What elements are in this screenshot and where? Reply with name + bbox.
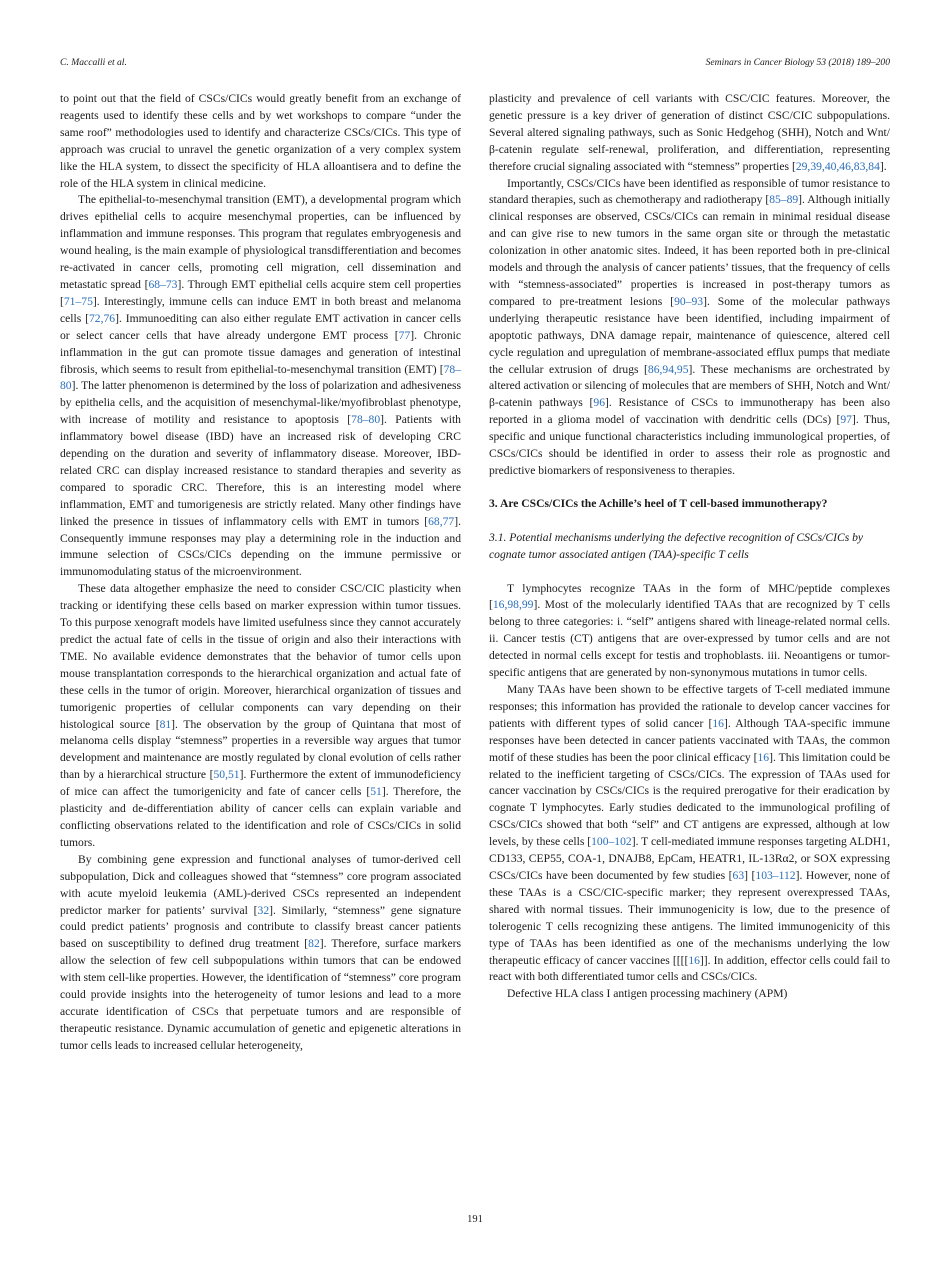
section-3-title: 3. Are CSCs/CICs the Achille’s heel of T cell-based immunotherapy? [489, 496, 828, 510]
citation-link[interactable]: 85–89 [769, 193, 799, 207]
paragraph: Many TAAs have been shown to be effective targets of T-cell mediated immune responses; this information has provided the rationale to develop cancer vaccines for patients with different types of solid cancer [16]. Although TAA-specific immune responses have been detected in cancer patients vaccinated with TAAs, the common motif of these studies has been the poor clinical efficacy [16]. This limitation could be related to the inefficient targeting of CSCs/CICs. The expression of TAAs used for cancer vaccination by CSCs/CICs is the required prerogative for their eradication by cognate T lymphocytes. Early studies dedicated to the immunological profiling of CSCs/CICs showed that both “self” and CT antigens are expressed, although at low levels, by these cells [100–102]. T cell-mediated immune responses targeting ALDH1, CD133, CEP55, COA-1, DNAJB8, EpCam, HEATR1, IL-13Rα2, or SOX expressing CSCs/CICs have been documented by few studies [63] [103–112]. However, none of these TAAs is a CSC/CIC-specific marker; they represent overexpressed TAAs, shared with normal tissues. Their immunogenicity is low, due to the presence of tolerogenic T cells recognizing these antigens. The limited immunogenicity of this type of TAAs has been identified as one of the mechanisms underlying the low therapeutic efficacy of cancer vaccines [[[[16]]. In addition, effector cells could fail to react with both differentiated tumor cells and CSCs/CICs. [489, 683, 890, 984]
citation-link[interactable]: 103–112 [755, 868, 796, 882]
citation-link[interactable]: 81 [159, 717, 172, 731]
citation-link[interactable]: 90–93 [674, 294, 704, 308]
citation-link[interactable]: 72,76 [89, 311, 116, 325]
paragraph: The epithelial-to-mesenchymal transition (EMT), a developmental program which drives epithelial cells to acquire mesenchymal properties, can be influenced by inflammation and immune responses. This program that regulates embryogenesis and wound healing, is the main example of physiological transdifferentiation and becomes re-activated in cancer cells, promoting cell migration, cell dissemination and metastatic spread [68–73]. Through EMT epithelial cells acquire stem cell properties [71–75]. Interestingly, immune cells can induce EMT in both breast and melanoma cells [72,76]. Immunoediting can also either regulate EMT activation in cancer cells or select cancer cells that have already undergone EMT process [77]. Chronic inflammation in the gut can promote tissue damages and generation of intestinal fibrosis, which seems to result from epithelial-to-mesenchymal transition (EMT) [78–80]. The latter phenomenon is determined by the loss of polarization and adhesiveness by epithelia cells, and the acquisition of mesenchymal-like/myofibroblast phenotype, with increase of motility and resistance to apoptosis [78–80]. Patients with inflammatory bowel disease (IBD) have an increased risk of developing CRC depending on the duration and severity of inflammatory disease. Moreover, IBD-related CRC can display increased resistance to standard therapies and severity as compared to sporadic CRC. Therefore, this is an interesting model where inflammation, EMT and tumorigenesis are strictly related. Many other findings have linked the presence in tissues of inflammatory cells with EMT in tumors [68,77]. Consequently immune responses may play a determining role in the induction and immune selection of CSCs/CICs depending on the immune permissive or immunomodulating status of the microenvironment. [60, 193, 461, 579]
citation-link[interactable]: 63 [732, 868, 745, 882]
citation-link[interactable]: 86,94,95 [647, 362, 689, 376]
left-column [60, 91, 461, 1055]
right-column-intro [489, 91, 890, 480]
citation-link[interactable]: 68,77 [428, 514, 455, 528]
paragraph: T lymphocytes recognize TAAs in the form of MHC/peptide complexes [16,98,99]. Most of the molecularly identified TAAs that are recognized by T cells belong to three categories: i. “self” antigens shared with lineage-related normal cells. ii. Cancer testis (CT) antigens that are over-expressed by tumor cells and are not detected in normal cells except for testis and trophoblasts. iii. Neoantigens or tumor-specific antigens that are generated by non-synonymous mutations in tumor cells. [489, 581, 890, 680]
citation-link[interactable]: 68–73 [148, 277, 178, 291]
citation-link[interactable]: 82 [308, 937, 320, 951]
paragraph: Defective HLA class I antigen processing machinery (APM) [507, 987, 788, 1001]
paragraph: By combining gene expression and functional analyses of tumor-derived cell subpopulation, Dick and colleagues showed that “stemness” core program associated with acute myeloid leukemia (AML)-derived CSCs represented an independent predictor marker for patients’ survival [32]. Similarly, “stemness” gene signature could predict patients’ prognosis and contribute to classify breast cancer patients based on susceptibility to defined drug treatment [82]. Therefore, surface markers allow the selection of few cell subpopulations within tumors that can be endowed with stem cell-like properties. However, the identification of “stemness” core program could provide insights into the heterogeneity of tumor lesions and lead to a more accurate identification of CSCs that perpetuate tumors and are responsible of therapeutic resistance. Dynamic accumulation of genetic and epigenetic alterations in tumor cells leads to increased cellular heterogeneity, [60, 852, 461, 1052]
header-authors: C. Maccalli et al. [60, 57, 127, 68]
citation-link[interactable]: 78–80 [60, 362, 461, 393]
citation-link[interactable]: 29,39,40,46,83,84 [795, 159, 880, 173]
citation-link[interactable]: 71–75 [63, 294, 93, 308]
citation-link[interactable]: 96 [593, 396, 606, 410]
right-column-body [489, 581, 890, 1004]
citation-link[interactable]: 51 [370, 785, 382, 799]
citation-link[interactable]: 16 [712, 716, 724, 730]
citation-link[interactable]: 100–102 [591, 835, 632, 849]
header-journal: Seminars in Cancer Biology 53 (2018) 189–200 [705, 57, 890, 68]
citation-link[interactable]: 50,51 [213, 768, 240, 782]
paragraph: These data altogether emphasize the need to consider CSC/CIC plasticity when tracking or identifying these cells based on marker expression within tumor tissues. To this purpose xenograft models have limited usefulness since they cannot accurately predict the actual fate of cells in the tissue of origin and also their interactions with TME. No available evidence demonstrates that the behavior of tumor cells upon mouse transplantation corresponds to the hierarchical organization and actual fate of these cells in the tumor of origin. Moreover, hierarchical organization of tissues and tumorigenic properties of cellular components can vary depending on their histological source [81]. The observation by the group of Quintana that most of melanoma cells display “stemness” properties in a reversible way argues that tumor development and maintenance are mostly regulated by clonal evolution of cells rather than by a hierarchical structure [50,51]. Furthermore the extent of immunodeficiency of mice can affect the tumorigenicity and fate of cancer cells [51]. Therefore, the plasticity and de-differentiation ability of cancer cells can explain variable and conflicting observations related to the identification and role of CSCs/CICs in solid tumors. [60, 582, 462, 849]
paragraph: to point out that the field of CSCs/CICs would greatly benefit from an exchange of reagents used to identify these cells and by wet workshops to compare “under the same roof” methodologies used to identify and characterize CSCs/CICs. This type of approach was crucial to unravel the genetic organization of a very complex system like the HLA system, to dissect the specificity of HLA alloantisera and to define the role of the HLA system in clinical medicine. [60, 92, 461, 190]
citation-link[interactable]: 97 [840, 413, 852, 427]
paragraph: Importantly, CSCs/CICs have been identified as responsible of tumor resistance to standard therapies, such as chemotherapy and radiotherapy [85–89]. Although initially clinical responses are observed, CSCs/CICs can remain in minimal residual disease and can give rise to new tumors in the same organ site or through the metastatic colonization in other anatomic sites. Indeed, it has been reported both in pre-clinical models and through the analysis of cancer patients’ tissues, that the frequency of cells with “stemness-associated” properties is increased in post-therapy tumors as compared to pre-treatment lesions [90–93]. Some of the molecular pathways underlying therapeutic resistance have been identified, including impairment of apoptotic pathways, DNA damage repair, maintenance of quiescence, altered cell cycle regulation and upregulation of membrane-associated efflux pumps that mediate the cellular extrusion of drugs [86,94,95]. These mechanisms are orchestrated by altered activation or silencing of molecules that are members of SHH, Notch and Wnt/β-catenin pathways [96]. Resistance of CSCs to immunotherapy has been also reported in a glioma model of vaccination with dendritic cells (DCs) [97]. Thus, specific and unique functional characteristics including immunological properties, of CSCs/CICs should be identified in order to assess their role as prognostic and predictive biomarkers of responsiveness to therapies. [489, 176, 891, 477]
citation-link[interactable]: 16 [757, 750, 770, 764]
right-column [489, 91, 890, 1003]
paragraph: plasticity and prevalence of cell variants with CSC/CIC features. Moreover, the genetic pressure is a key driver of generation of distinct CSC/CIC subpopulations. Several altered signaling pathways, such as Sonic Hedgehog (SHH), Notch and Wnt/β-catenin regulate self-renewal, proliferation, and differentiation, representing therefore crucial signaling associated with “stemness” properties [29,39,40,46,83,84]. [489, 92, 890, 173]
citation-link[interactable]: 32 [257, 903, 270, 917]
page-number: 191 [467, 1214, 483, 1225]
running-header [60, 57, 890, 71]
citation-link[interactable]: 16 [688, 953, 700, 967]
citation-link[interactable]: 77 [398, 328, 411, 342]
citation-link[interactable]: 78–80 [351, 413, 381, 427]
citation-link[interactable]: 16,98,99 [492, 598, 534, 612]
subsection-3-1-title: 3.1. Potential mechanisms underlying the defective recognition of CSCs/CICs by cognate tumor associated antigen (TAA)-specific T cells [489, 530, 864, 561]
